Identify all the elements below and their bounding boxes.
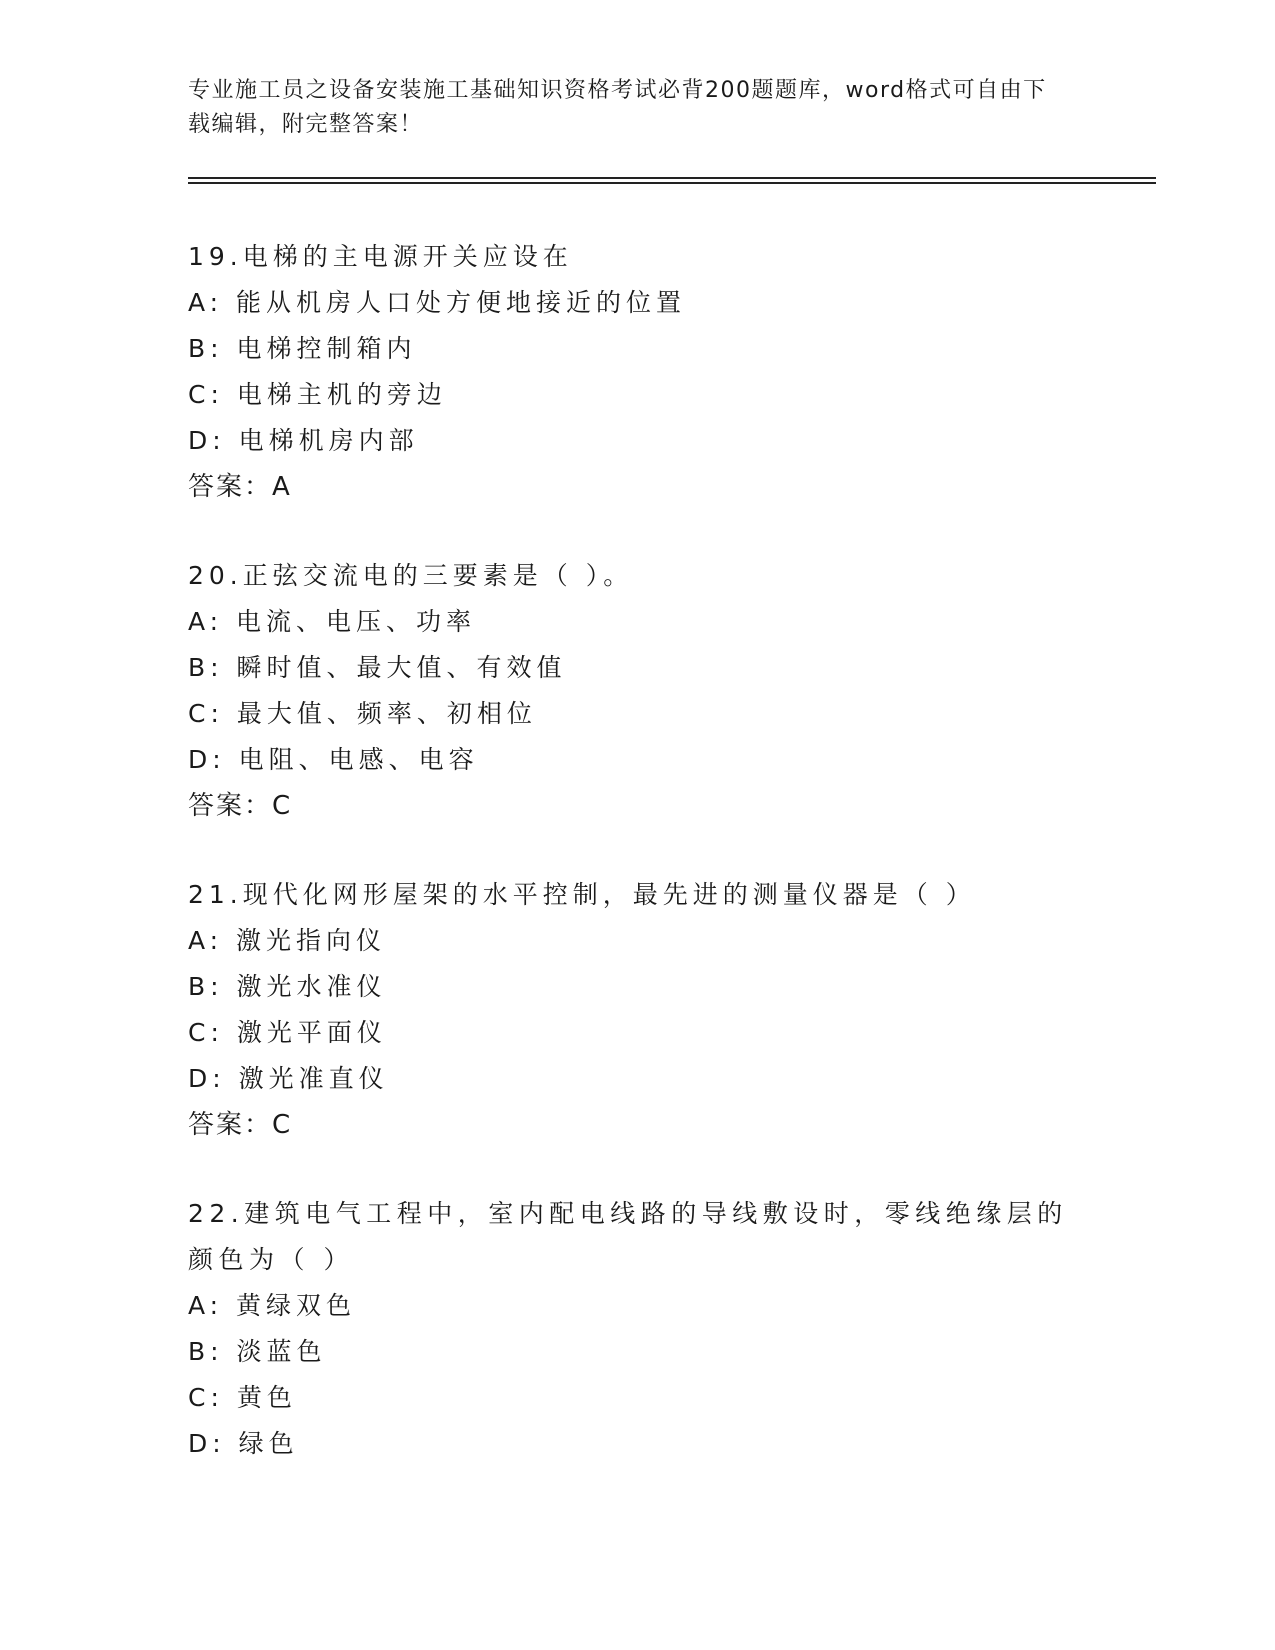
- option-d: D: 绿色: [188, 1429, 299, 1458]
- answer: 答案：A: [188, 472, 292, 502]
- option-c: C: 激光平面仪: [188, 1018, 387, 1047]
- option-c: C: 黄色: [188, 1383, 297, 1412]
- question-20: [188, 553, 1088, 829]
- header-divider-bottom: [188, 182, 1156, 184]
- option-c: C: 最大值、频率、初相位: [188, 699, 537, 728]
- header-text: 专业施工员之设备安装施工基础知识资格考试必背200题题库，word格式可自由下载编辑，附完整答案！: [188, 78, 1047, 137]
- question-stem: 22.建筑电气工程中，室内配电线路的导线敷设时，零线绝缘层的颜色为（ ）: [188, 1199, 1068, 1274]
- question-22: [188, 1191, 1088, 1467]
- option-b: B: 电梯控制箱内: [188, 334, 417, 363]
- option-a: A: 电流、电压、功率: [188, 607, 477, 636]
- question-21: [188, 872, 1088, 1148]
- option-d: D: 电梯机房内部: [188, 426, 419, 455]
- question-stem: 21.现代化网形屋架的水平控制，最先进的测量仪器是（ ）: [188, 880, 976, 909]
- header-divider-top: [188, 177, 1156, 179]
- option-d: D: 电阻、电感、电容: [188, 745, 479, 774]
- option-a: A: 能从机房人口处方便地接近的位置: [188, 288, 687, 317]
- question-19: [188, 234, 1088, 510]
- answer: 答案：C: [188, 1110, 293, 1140]
- document-header: [188, 74, 1068, 142]
- option-a: A: 黄绿双色: [188, 1291, 357, 1320]
- answer: 答案：C: [188, 791, 293, 821]
- question-stem: 20.正弦交流电的三要素是（ ）。: [188, 561, 634, 590]
- option-a: A: 激光指向仪: [188, 926, 387, 955]
- option-d: D: 激光准直仪: [188, 1064, 389, 1093]
- option-b: B: 激光水准仪: [188, 972, 387, 1001]
- option-c: C: 电梯主机的旁边: [188, 380, 447, 409]
- option-b: B: 淡蓝色: [188, 1337, 327, 1366]
- option-b: B: 瞬时值、最大值、有效值: [188, 653, 567, 682]
- question-stem: 19.电梯的主电源开关应设在: [188, 242, 573, 271]
